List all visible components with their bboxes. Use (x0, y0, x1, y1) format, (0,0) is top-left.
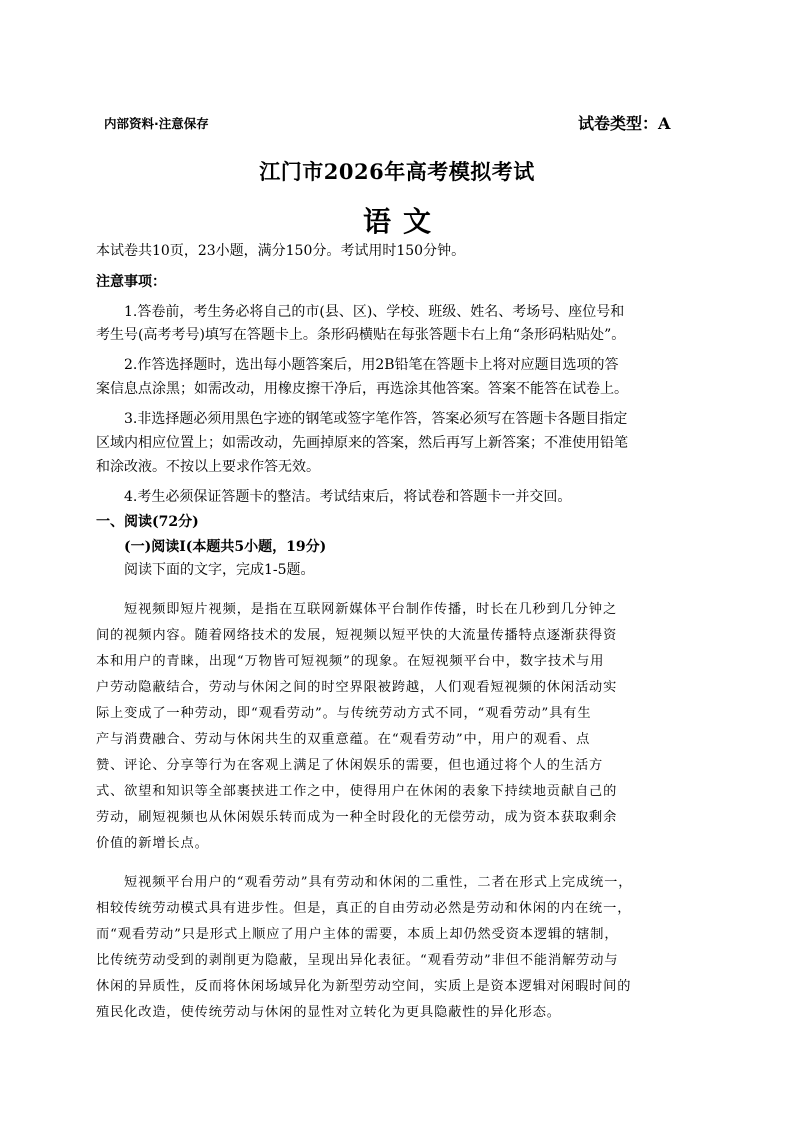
passage-p1-line: 式、欲望和知识等全部裹挟进工作之中，使得用户在休闲的表象下持续地贡献自己的 (96, 784, 618, 799)
passage-p1-line: 短视频即短片视频，是指在互联网新媒体平台制作传播，时长在几秒到几分钟之 (124, 602, 618, 617)
passage-p2-line: 休闲的异质性，反而将休闲场域异化为新型劳动空间，实质上是资本逻辑对闲暇时间的 (96, 979, 632, 994)
passage-p1-line: 本和用户的青睐，出现“万物皆可短视频”的现象。在短视频平台中，数字技术与用 (96, 654, 605, 669)
passage-p2-line: 相较传统劳动模式具有进步性。但是，真正的自由劳动必然是劳动和休闲的内在统一， (96, 901, 632, 916)
section-heading: 一、阅读(72分) (96, 514, 199, 530)
passage-p1-line: 产与消费融合、劳动与休闲共生的双重意蕴。在“观看劳动”中，用户的观看、点 (96, 732, 591, 747)
passage-p2-line: 短视频平台用户的“观看劳动”具有劳动和休闲的二重性，二者在形式上完成统一， (124, 875, 633, 890)
notice-item-2-line-2: 案信息点涂黑；如需改动，用橡皮擦干净后，再选涂其他答案。答案不能答在试卷上。 (96, 381, 628, 397)
passage-p2-line: 殖民化改造，使传统劳动与休闲的显性对立转化为更具隐蔽性的异化形态。 (96, 1005, 561, 1020)
subsection-heading: (一)阅读Ⅰ(本题共5小题，19分) (124, 539, 327, 555)
passage-p1-line: 间的视频内容。随着网络技术的发展，短视频以短平快的大流量传播特点逐渐获得资 (96, 628, 618, 643)
notice-item-3-line-1: 3.非选择题必须用黑色字迹的钢笔或签字笔作答，答案必须写在答题卡各题目指定 (124, 411, 628, 427)
passage-p1-line: 际上变成了一种劳动，即“观看劳动”。与传统劳动方式不同，“观看劳动”具有生 (96, 706, 592, 721)
passage-p1-line: 户劳动隐蔽结合，劳动与休闲之间的时空界限被跨越，人们观看短视频的休闲活动实 (96, 680, 618, 695)
exam-intro: 本试卷共10页，23小题，满分150分。考试用时150分钟。 (96, 243, 466, 259)
passage-p2-line: 而“观看劳动”只是形式上顺应了用户主体的需要，本质上却仍然受资本逻辑的辖制， (96, 927, 619, 942)
subject-title: 语文 (362, 205, 443, 238)
notice-heading: 注意事项： (96, 274, 166, 290)
notice-item-1-line-1: 1.答卷前，考生务必将自己的市(县、区)、学校、班级、姓名、考场号、座位号和 (124, 304, 625, 320)
paper-type-label: 试卷类型：A (578, 114, 671, 133)
notice-item-3-line-3: 和涂改液。不按以上要求作答无效。 (96, 459, 320, 475)
passage-p1-line: 劳动，刷短视频也从休闲娱乐转而成为一种全时段化的无偿劳动，成为资本获取剩余 (96, 810, 618, 825)
reading-instruction: 阅读下面的文字，完成1-5题。 (124, 562, 315, 578)
confidential-label: 内部资料·注意保存 (104, 116, 209, 131)
passage-p1-line: 赞、评论、分享等行为在客观上满足了休闲娱乐的需要，但也通过将个人的生活方 (96, 758, 604, 773)
notice-item-4-line-1: 4.考生必须保证答题卡的整洁。考试结束后，将试卷和答题卡一并交回。 (124, 489, 572, 505)
passage-p2-line: 比传统劳动受到的剥削更为隐蔽，呈现出异化表征。“观看劳动”非但不能消解劳动与 (96, 953, 619, 968)
notice-item-3-line-2: 区域内相应位置上；如需改动，先画掉原来的答案，然后再写上新答案；不准使用铅笔 (96, 435, 628, 451)
passage-p1-line: 价值的新增长点。 (96, 836, 209, 851)
notice-item-1-line-2: 考生号(高考考号)填写在答题卡上。条形码横贴在每张答题卡右上角“条形码粘贴处”。 (96, 327, 626, 343)
exam-title: 江门市2026年高考模拟考试 (259, 159, 535, 184)
notice-item-2-line-1: 2.作答选择题时，选出每小题答案后，用2B铅笔在答题卡上将对应题目选项的答 (124, 357, 619, 373)
